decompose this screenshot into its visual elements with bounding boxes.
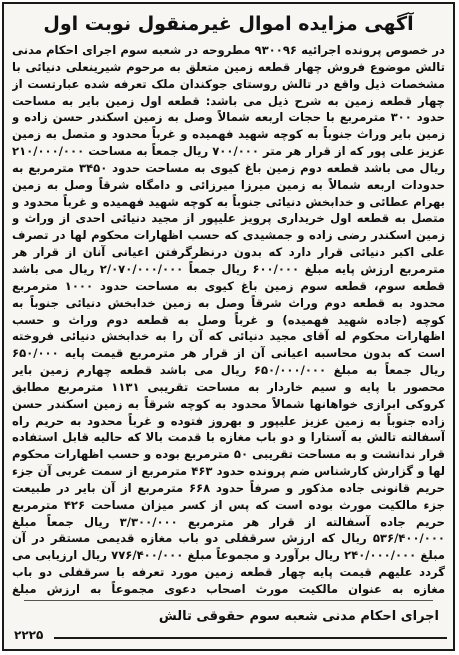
notice-frame: [2, 2, 455, 651]
divider: [24, 600, 433, 601]
notice-code: ۲۲۲۵: [14, 628, 44, 642]
notice-body: در خصوص پرونده اجرائیه ۹۳۰۰۹۶ مطروحه در شعبه سوم اجرای احکام مدنی تالش موضوع فروش چهار قطعه زمین متعلق به مرحوم شیرینعلی دنیائی با مشخصات ذیل واقع در تالش روستای جوکندان ملک تعرفه شده عبارتست از چهار قطعه زمین به شرح ذیل می باشد: قطعه اول زمین بایر به مساحت حدود ۳۰۰ مترمربع با حجات اربعه شمالاً وصل به زمین اسکندر حسن زاده و زمین بایر وراث جنوباً به کوچه شهید فهمیده و غرباً محدود و متصل به زمین عزیز علی پور که از قرار هر متر ۷۰۰/۰۰۰ ریال جمعاً به مساحت ۲۱۰/۰۰۰/۰۰۰ ریال می باشد قطعه دوم زمین باغ کیوی به مساحت حدود ۳۴۵۰ مترمربع به حدودات اربعه شمالاً به زمین میرزا میرزائی و دامگاه شرقاً وصل به زمین بهرام عطائی و خدابخش دنیائی جنوباً به کوچه شهید فهمیده و غرباً محدود و متصل به قطعه اول خریداری پرویز علیپور از مجید دنیائی احدی از وراث و زمین اسکندر رضی زاده و جمشیدی که حسب اظهارات محکوم لها در تصرف علی اکبر دنیائی قرار دارد که بدون درنظرگرفتن اعیانی آنان از قرار هر مترمربع ارزش پایه مبلغ ۶۰۰/۰۰۰ ریال جمعاً ۲/۰۷۰/۰۰۰/۰۰۰ ریال می باشد قطعه سوم، قطعه سوم زمین باغ کیوی به مساحت حدود ۱۰۰۰ مترمربع محدود به قطعه دوم وراث شرقاً وصل به زمین خدابخش دنیائی جنوباً به کوچه (جاده شهید فهمیده) و غرباً وصل به قطعه دوم وراث و حسب اظهارات محکوم له آقای مجید دنیائی که آن را به خدابخش دنیائی فروخته است که بدون محاسبه اعیانی آن از قرار هر مترمربع قیمت پایه ۶۵۰/۰۰۰ ریال جمعاً به مبلغ ۶۵۰/۰۰۰/۰۰۰ ریال می باشد قطعه چهارم زمین بایر محصور با پایه و سیم خاردار به مساحت تقریبی ۱۱۳۱ مترمربع مطابق کروکی ابرازی خواهانها شمالاً محدود به کوچه شرقاً به زمین اسکندر حسن زاده جنوباً به زمین عزیز علیپور و بهروز فتوده و غرباً محدود به حریم راه آسفالته تالش به آستارا و دو باب مغازه با قدمت بالا که حالیه قابل استفاده قرار ندانشت و به مساحت تقریبی ۵۰ مترمربع بوده و حسب اظهارات محکوم لها و گزارش کارشناس ضم پرونده حدود ۴۶۳ مترمربع از سمت غربی آن جزء حریم قانونی جاده مذکور و صرفاً حدود ۶۶۸ مترمربع از آن بایر در طبیعت جزء مالکیت مورث بوده است که پس از کسر میزان مساحت ۴۲۶ مترمربع حریم جاده آسفالته از قرار هر مترمربع ۳/۳۰۰/۰۰۰ ریال جمعاً مبلغ ۵۳۶/۴۰۰/۰۰۰ ریال که ارزش سرقفلی دو باب مغازه قدیمی مستقر در آن مبلغ ۲۴۰/۰۰۰/۰۰۰ ریال برآورد و مجموعاً مبلغ ۷۷۶/۴۰۰/۰۰۰ ریال ارزیابی می گردد علیهم قیمت پایه چهار قطعه زمین مورد تعرفه با سرقفلی دو باب مغازه به عنوان مالکیت مورث اصحاب دعوی مجموعاً به ارزش مبلغ: [12, 43, 445, 596]
issuer-signature: اجرای احکام مدنی شعبه سوم حقوقی تالش: [158, 609, 439, 624]
notice-title: آگهی مزایده اموال غیرمنقول نوبت اول: [43, 13, 414, 35]
footer-line: [54, 637, 447, 639]
